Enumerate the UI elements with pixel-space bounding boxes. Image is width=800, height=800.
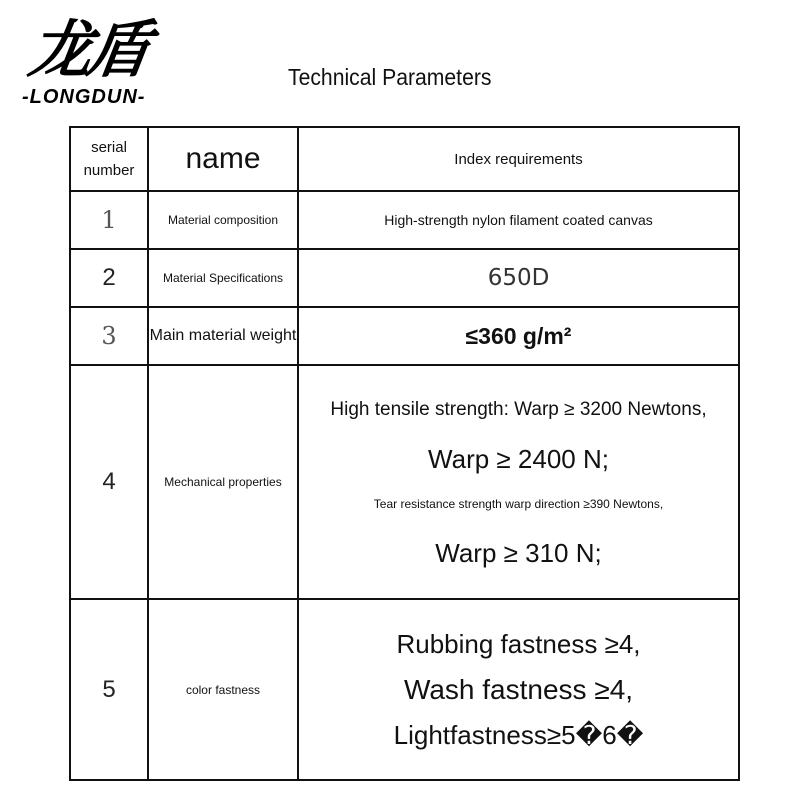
row-name: Material Specifications — [148, 249, 298, 307]
value-line: Lightfastness≥5�6� — [393, 719, 644, 750]
value-line: High tensile strength: Warp ≥ 3200 Newtons, — [330, 399, 707, 421]
row-value: 650D — [298, 249, 739, 307]
value-line: Rubbing fastness ≥4, — [396, 628, 641, 659]
row-serial: 1 — [70, 191, 148, 249]
value-line: Tear resistance strength warp direction ≥390 Newtons, — [373, 496, 664, 511]
row-name: Material composition — [148, 191, 298, 249]
header-name: name — [148, 127, 298, 191]
row-value: ≤360 g/m² — [298, 307, 739, 365]
row-name: color fastness — [148, 599, 298, 780]
parameters-table — [69, 126, 740, 781]
row-serial: 3 — [70, 307, 148, 365]
row-serial: 5 — [70, 599, 148, 780]
row-name: Mechanical properties — [148, 365, 298, 599]
logo-chinese-text: 龙盾 — [24, 13, 152, 86]
row-serial: 4 — [70, 365, 148, 599]
row-serial: 2 — [70, 249, 148, 307]
brand-logo — [22, 14, 182, 114]
row-value — [298, 365, 739, 599]
page-title: Technical Parameters — [288, 64, 492, 90]
header-serial: serial number — [70, 127, 148, 191]
table-row — [70, 365, 739, 599]
logo-english-text: -LONGDUN- — [22, 86, 146, 108]
value-line: Warp ≥ 2400 N; — [428, 444, 609, 475]
row-value: High-strength nylon filament coated canvas — [298, 191, 739, 249]
row-value — [298, 599, 739, 780]
value-line: Wash fastness ≥4, — [403, 673, 634, 705]
table-row — [70, 599, 739, 780]
row-name: Main material weight — [148, 307, 298, 365]
value-line: Warp ≥ 310 N; — [435, 538, 602, 569]
table-row — [70, 191, 739, 249]
table-header-row — [70, 127, 739, 191]
header-index: Index requirements — [298, 127, 739, 191]
table-row — [70, 307, 739, 365]
table-row — [70, 249, 739, 307]
